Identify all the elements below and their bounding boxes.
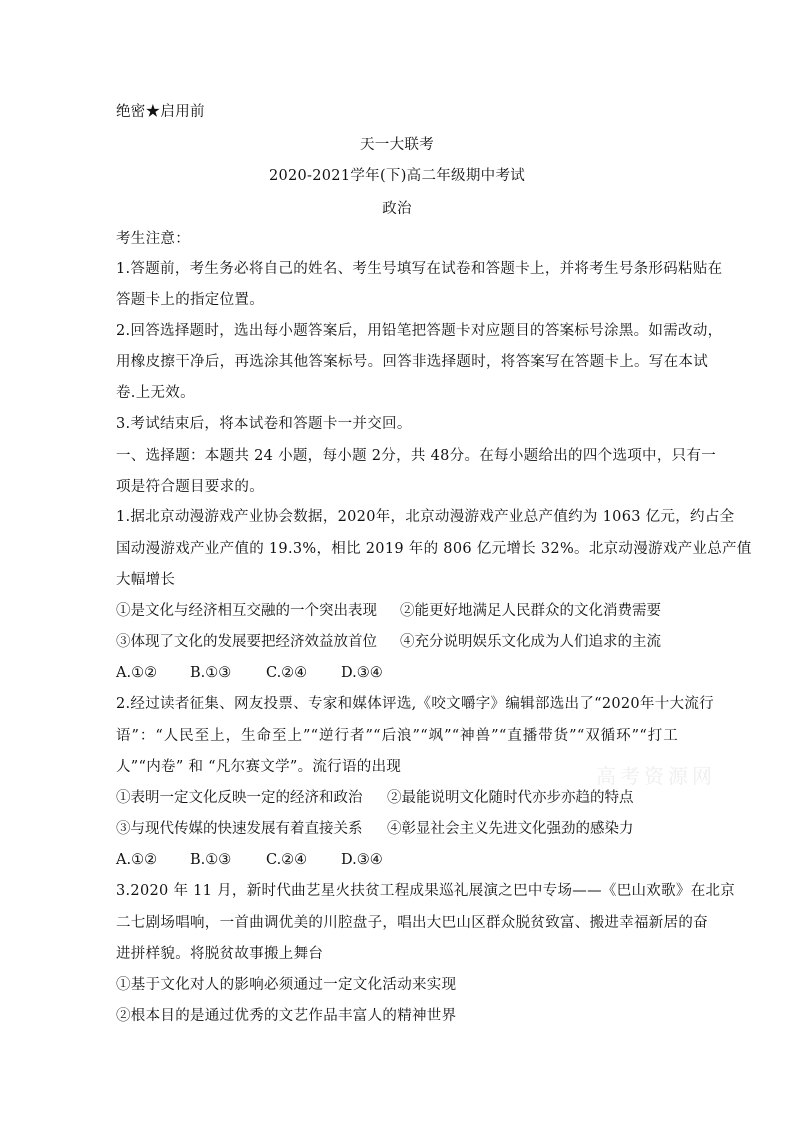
question-3-option: ①基于文化对人的影响必须通过一定文化活动来实现: [116, 977, 457, 993]
question-2-choice: D.③④: [341, 852, 383, 868]
notice-line: 卷.上无效。: [116, 385, 195, 401]
question-2-option: ④彰显社会主义先进文化强劲的感染力: [387, 821, 634, 837]
secret-label: 绝密★启用前: [116, 104, 205, 120]
question-1-choice: D.③④: [341, 665, 383, 681]
question-2-stem: 语”：“人民至上，生命至上”“逆行者”“后浪”“飒”“神兽”“直播带货”“双循环”“打工: [116, 728, 678, 744]
question-1-stem: 国动漫游戏产业产值的 19.3%，相比 2019 年的 806 亿元增长 32%。北京动漫游戏产业总产值: [116, 541, 752, 557]
section-heading: 项是符合题目要求的。: [116, 479, 264, 495]
notice-title: 考生注意：: [116, 231, 190, 247]
question-3-stem: 二七剧场唱响，一首曲调优美的川腔盘子，唱出大巴山区群众脱贫致富、搬进幸福新居的奋: [116, 915, 708, 931]
question-1-option: ③体现了文化的发展要把经济效益放首位: [116, 634, 377, 650]
section-heading: 一、选择题：本题共 24 小题，每小题 2分，共 48分。在每小题给出的四个选项中，只有一: [116, 448, 717, 464]
question-2-option: ③与现代传媒的快速发展有着直接关系: [116, 821, 363, 837]
notice-line: 3.考试结束后，将本试卷和答题卡一并交回。: [116, 416, 412, 432]
notice-line: 用橡皮擦干净后，再选涂其他答案标号。回答非选择题时，将答案写在答题卡上。写在本试: [116, 354, 708, 370]
question-3-option: ②根本目的是通过优秀的文艺作品丰富人的精神世界: [116, 1008, 457, 1024]
notice-line: 2.回答选择题时，选出每小题答案后，用铅笔把答题卡对应题目的答案标号涂黑。如需改动，: [116, 323, 723, 339]
question-3-stem: 进拼样貌。将脱贫故事搬上舞台: [116, 946, 324, 962]
question-1-choice: B.①③: [190, 665, 232, 681]
question-2-choice: C.②④: [266, 852, 308, 868]
question-2-option: ①表明一定文化反映一定的经济和政治: [116, 790, 363, 806]
question-2-stem: 人”“内卷” 和 “凡尔赛文学”。流行语的出现: [116, 759, 402, 775]
question-1-option: ①是文化与经济相互交融的一个突出表现: [116, 603, 377, 619]
question-1-stem: 大幅增长: [116, 572, 176, 588]
question-1-option: ②能更好地满足人民群众的文化消费需要: [400, 603, 661, 619]
subject-title: 政治: [382, 201, 412, 217]
question-2-choice: B.①③: [190, 852, 232, 868]
exam-name: 天一大联考: [360, 137, 434, 153]
question-1-option: ④充分说明娱乐文化成为人们追求的主流: [400, 634, 661, 650]
question-1-choice: A.①②: [116, 665, 158, 681]
question-2-option: ②最能说明文化随时代亦步亦趋的特点: [387, 790, 634, 806]
watermark: 高考资源网: [596, 764, 716, 788]
exam-title: 2020-2021学年(下)高二年级期中考试: [268, 168, 526, 184]
question-2-choice: A.①②: [116, 852, 158, 868]
notice-line: 答题卡上的指定位置。: [116, 292, 264, 308]
notice-line: 1.答题前，考生务必将自己的姓名、考生号填写在试卷和答题卡上，并将考生号条形码粘贴在: [116, 261, 723, 277]
question-1-stem: 1.据北京动漫游戏产业协会数据，2020年，北京动漫游戏产业总产值约为 1063 亿元，约占全: [116, 509, 735, 525]
question-1-choice: C.②④: [266, 665, 308, 681]
question-2-stem: 2.经过读者征集、网友投票、专家和媒体评选,《咬文嚼字》编辑部选出了“2020年十大流行: [116, 696, 714, 712]
question-3-stem: 3.2020 年 11 月，新时代曲艺星火扶贫工程成果巡礼展演之巴中专场——《巴山欢歌》在北京: [116, 883, 736, 899]
